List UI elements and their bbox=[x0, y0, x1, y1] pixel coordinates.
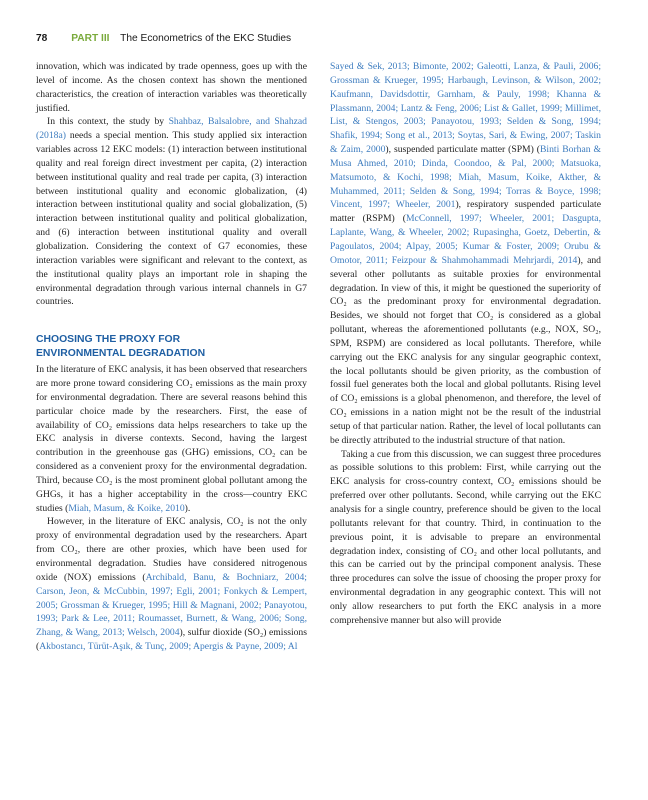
paragraph-text: ), sulfur dioxide (SO₂) emissions ( bbox=[36, 627, 307, 653]
paragraph-text: In this context, the study by bbox=[47, 116, 169, 128]
paragraph bbox=[36, 115, 307, 309]
citation-link[interactable]: McConnell, 1997; Wheeler, 2001; Dasgupta, Laplante, Wang, & Wheeler, 2002; Rupasingha, Goetz, Debertin, & Pagoulatos, 2004; Alpay, 2005; Kumar & Foster, 2009; Orubu & Omotor, 2011; Feizpour & Shahmohammadi Mehrjardi, 2014 bbox=[330, 213, 601, 266]
heading-line: ENVIRONMENTAL DEGRADATION bbox=[36, 347, 206, 359]
chapter-title: The Econometrics of the EKC Studies bbox=[120, 33, 292, 44]
citation-link[interactable]: Binti Borhan & Musa Ahmed, 2010; Dinda, Coondoo, & Pal, 2000; Matsuoka, Matsumoto, & Kochi, 1998; Miah, Masum, Koike, Akther, & Muhammed, 2011; Selden & Song, 1994; Torras & Boyce, 1998; Vincent, 1997; Wheeler, 2001 bbox=[330, 144, 601, 211]
paragraph bbox=[36, 515, 307, 653]
paragraph-text: ), suspended particulate matter (SPM) ( bbox=[385, 144, 540, 156]
spacer bbox=[36, 309, 307, 333]
paragraph-text: ), respiratory suspended particulate matter (RSPM) ( bbox=[330, 199, 601, 225]
right-column bbox=[330, 60, 601, 628]
paragraph bbox=[36, 363, 307, 515]
paragraph-text: needs a special mention. This study applied six interaction variables across 12 EKC models: (1) interaction between institutional quality and real foreign direct investment per capita, (2) interaction between institutional quality and real trade per capita, (3) interaction between institutional quality and economic globalization, (4) interaction between institutional quality and social globalization, (5) interaction between institutional quality and political globalization, and (6) interaction between institutional quality and overall globalization. Considering the context of G7 economies, these interaction variables were significant and relevant to the context, as the institutional quality plays an important role in shaping the environmental degradation through various internal channels in G7 countries. bbox=[36, 130, 307, 308]
citation-link[interactable]: Archibald, Banu, & Bochniarz, 2004; Carson, Jeon, & McCubbin, 1997; Egli, 2001; Fonkych & Lempert, 2005; Grossman & Krueger, 1995; Hill & Magnani, 2002; Panayotou, 1993; Park & Lee, 2011; Roumasset, Burnett, & Wang, 2006; Song, Zhang, & Wang, 2013; Welsch, 2004 bbox=[36, 571, 307, 639]
paragraph-text: However, in the literature of EKC analysis, CO₂ is not the only proxy of environmental degradation used by the researchers. Apart from CO₂, there are other proxies, which have been used for environmental degradation. Studies have considered nitrogenous oxide (NOX) emissions ( bbox=[36, 516, 307, 583]
heading-line: CHOOSING THE PROXY FOR bbox=[36, 334, 181, 346]
paragraph-text: In the literature of EKC analysis, it has been observed that researchers are more prone toward considering CO₂ emissions as the main proxy for environmental degradation. There are several reasons behind this particular choice made by the researchers. First, the ease of availability of CO₂ emissions data helps researchers to take up the EKC analysis in diverse contexts. Second, having the largest contribution in the greenhouse gas (GHG) emissions, CO₂ can be considered as a convenient proxy for the environmental degradation. Third, because CO₂ is the most prominent global pollutant among the GHGs, it has a higher acceptability in the cross—country EKC studies ( bbox=[36, 364, 307, 514]
paragraph bbox=[330, 60, 601, 448]
section-heading bbox=[36, 333, 307, 360]
citation-link[interactable]: Miah, Masum, & Koike, 2010 bbox=[68, 502, 185, 514]
page-number: 78 bbox=[36, 33, 48, 44]
part-label: PART III bbox=[71, 33, 110, 44]
paragraph-text: ). bbox=[184, 502, 191, 514]
paragraph: innovation, which was indicated by trade openness, goes up with the level of income. As the chosen context has shown the mentioned characteristics, the creation of interaction variables was theoretically justified. bbox=[36, 61, 307, 114]
citation-link[interactable]: Sayed & Sek, 2013; Bimonte, 2002; Galeotti, Lanza, & Pauli, 2006; Grossman & Krueger, 1995; Harbaugh, Levinson, & Wilson, 2002; Kaufmann, Davidsdottir, Garnham, & Pauly, 1998; Khanna & Plassmann, 2004; Lantz & Feng, 2006; List & Gallet, 1999; Millimet, List, & Stengos, 2003; Panayotou, 1993; Selden & Song, 1994; Shafik, 1994; Song et al., 2013; Soytas, Sari, & Ewing, 2007; Taskin & Zaim, 2000 bbox=[330, 61, 601, 156]
paragraph: Taking a cue from this discussion, we can suggest three procedures as possible solutions to this problem: First, while carrying out the EKC analysis for cross-country context, CO₂ emissions should be preferred over other pollutants. Second, while carrying out the EKC analysis for a single country, preference should be given to the local pollutants relevant for that country. Third, in continuation to the previous point, it is advisable to prepare an environmental degradation index, consisting of CO₂ and other local pollutants, and this can be carried out by the principal component analysis. These three procedures can solve the issue of choosing the proper proxy for environmental degradation in any geographic context. This will not only allow researchers to put forth the EKC analysis in a more comprehensive manner but also will provide bbox=[330, 448, 601, 626]
left-column bbox=[36, 60, 307, 654]
citation-link[interactable]: Akbostancı, Türüt-Aşık, & Tunç, 2009; Apergis & Payne, 2009; Al bbox=[39, 641, 298, 653]
paragraph-text: ), and several other pollutants as suitable proxies for environmental degradation. In view of this, it might be questioned the superiority of CO₂ as the predominant proxy for environmental degradation. Besides, we should not forget that CO₂ is considered as a global pollutant, whereas the aforementioned pollutants (e.g., NOX, SO₂, SPM, RSPM) are considered as local pollutants. Therefore, while carrying out the EKC analysis for any singular geographic context, the local pollutants should be given priority, as the combustion of fossil fuel generates both the local and global pollutants. Rising level of CO₂ emissions is a global phenomenon, and therefore, the level of CO₂ emissions in a nation might not be the result of the industrial setup of that particular nation. Rather, the level of local pollutants can be directly attributed to the industrial structure of that nation. bbox=[330, 254, 601, 446]
running-header bbox=[36, 31, 612, 47]
citation-link[interactable]: Shahbaz, Balsalobre, and Shahzad (2018a) bbox=[36, 116, 307, 142]
